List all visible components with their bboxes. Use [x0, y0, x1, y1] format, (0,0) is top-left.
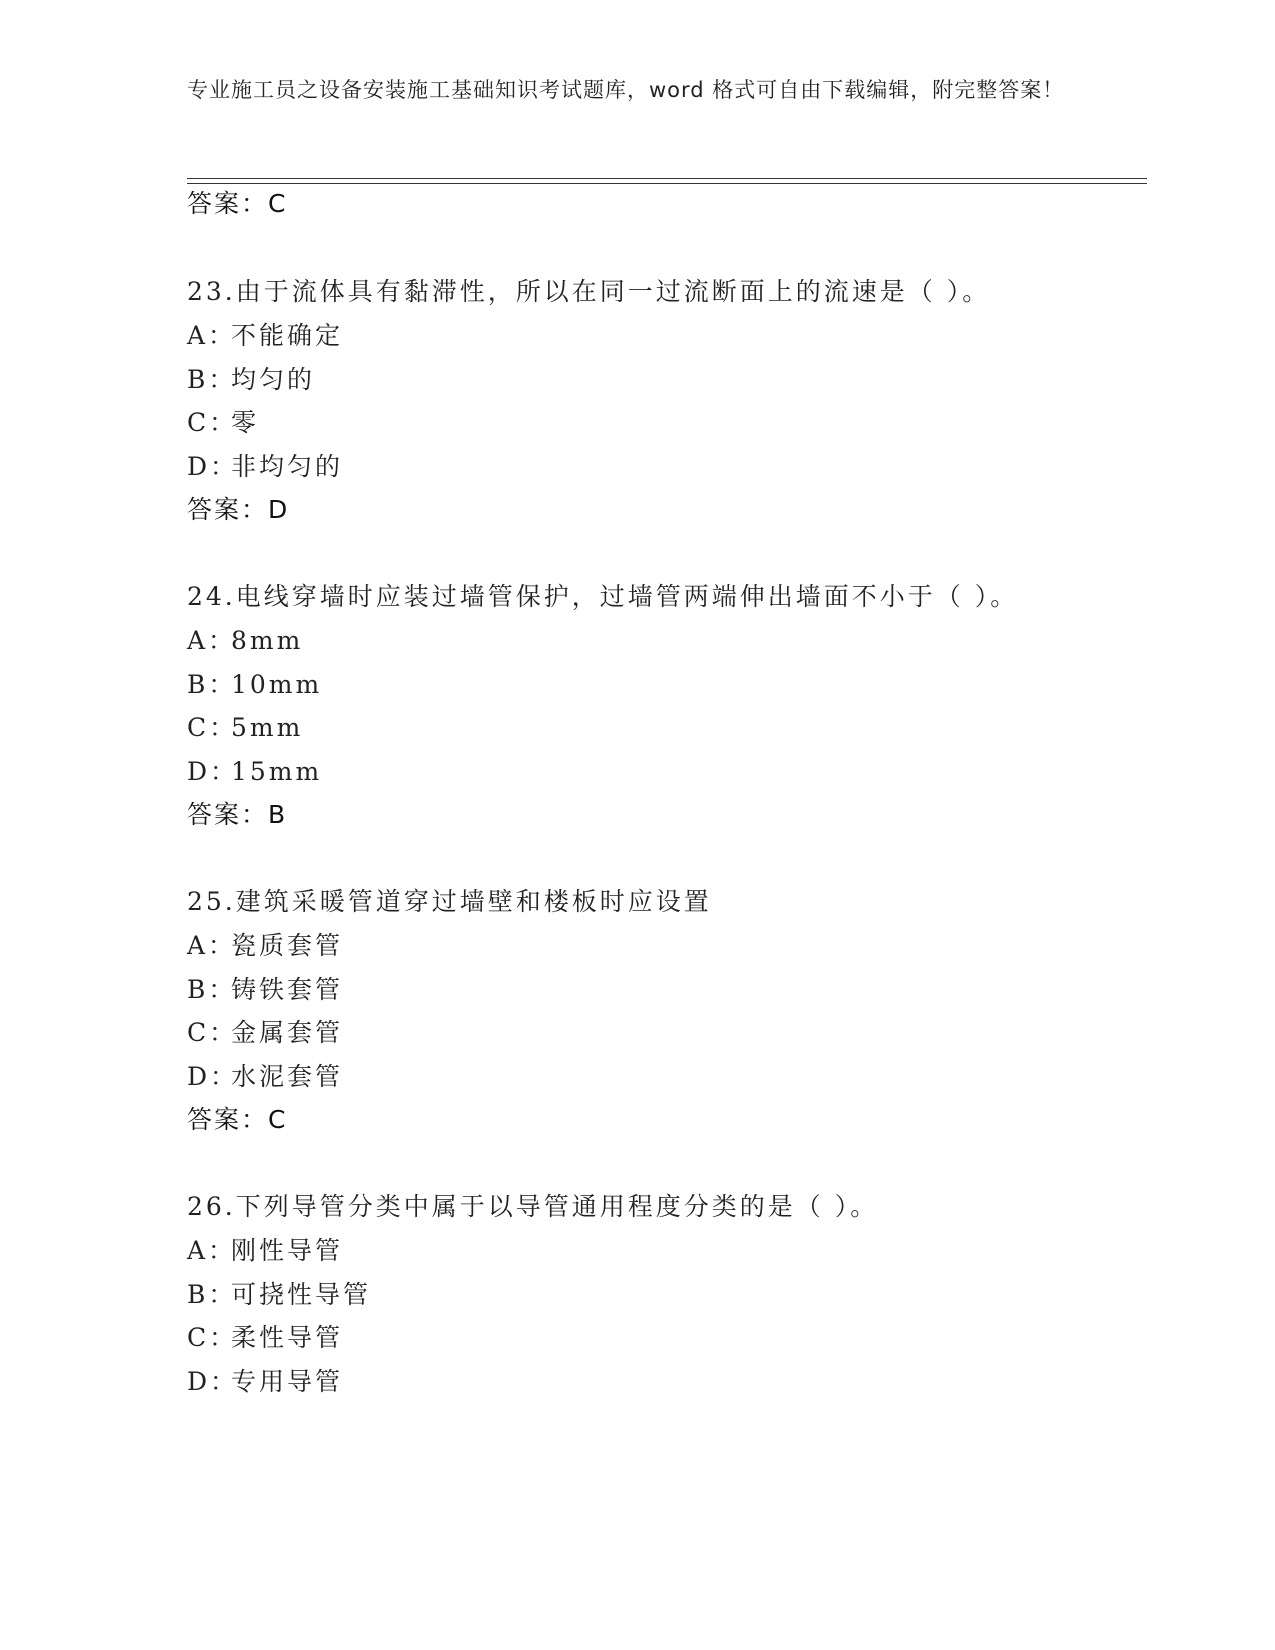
option-line: [187, 1231, 343, 1267]
option-key: D：: [187, 757, 239, 786]
option-line: [187, 316, 343, 352]
option-line: [187, 665, 322, 701]
option-line: [187, 403, 259, 439]
answer-line: 答案：B: [187, 800, 288, 829]
question-stem: 23.由于流体具有黏滞性，所以在同一过流断面上的流速是（ ）。: [187, 277, 991, 306]
option-text: 均匀的: [231, 365, 316, 394]
option-text: 铸铁套管: [231, 975, 344, 1004]
option-line: [187, 360, 315, 396]
option-key: C：: [187, 1018, 238, 1047]
option-key: D：: [187, 1367, 239, 1396]
option-key: B：: [187, 975, 237, 1004]
option-text: 零: [231, 408, 260, 437]
option-key: D：: [187, 1062, 239, 1091]
header-divider: [187, 178, 1147, 184]
option-text: 水泥套管: [231, 1062, 344, 1091]
option-line: [187, 1362, 343, 1398]
answer-line: 答案：C: [187, 189, 288, 218]
option-key: C：: [187, 713, 238, 742]
option-line: [187, 926, 343, 962]
option-key: A：: [187, 931, 237, 960]
option-line: [187, 1057, 343, 1093]
option-text: 非均匀的: [231, 452, 344, 481]
option-text: 15mm: [231, 757, 323, 786]
option-text: 金属套管: [231, 1018, 344, 1047]
option-key: C：: [187, 1323, 238, 1352]
option-line: [187, 708, 303, 744]
option-key: C：: [187, 408, 238, 437]
option-line: [187, 1318, 343, 1354]
question-stem: 25.建筑采暖管道穿过墙壁和楼板时应设置: [187, 887, 712, 916]
option-text: 不能确定: [231, 321, 344, 350]
option-key: A：: [187, 321, 237, 350]
option-text: 10mm: [231, 670, 323, 699]
answer-line: 答案：D: [187, 495, 290, 524]
document-header: 专业施工员之设备安装施工基础知识考试题库，word 格式可自由下载编辑，附完整答案！: [187, 78, 1065, 102]
option-line: [187, 621, 303, 657]
option-text: 柔性导管: [231, 1323, 344, 1352]
option-key: B：: [187, 670, 237, 699]
question-stem: 26.下列导管分类中属于以导管通用程度分类的是（ ）。: [187, 1192, 879, 1221]
option-line: [187, 1013, 343, 1049]
option-line: [187, 752, 322, 788]
option-key: B：: [187, 1280, 237, 1309]
answer-line: 答案：C: [187, 1105, 288, 1134]
option-key: B：: [187, 365, 237, 394]
option-key: A：: [187, 626, 237, 655]
option-text: 8mm: [231, 626, 304, 655]
question-stem: 24.电线穿墙时应装过墙管保护，过墙管两端伸出墙面不小于（ ）。: [187, 582, 1019, 611]
option-text: 刚性导管: [231, 1236, 344, 1265]
option-text: 5mm: [231, 713, 304, 742]
option-key: D：: [187, 452, 239, 481]
option-key: A：: [187, 1236, 237, 1265]
option-text: 可挠性导管: [231, 1280, 372, 1309]
option-line: [187, 970, 343, 1006]
option-line: [187, 1275, 371, 1311]
option-text: 瓷质套管: [231, 931, 344, 960]
option-line: [187, 447, 343, 483]
document-page: [187, 0, 1147, 1650]
option-text: 专用导管: [231, 1367, 344, 1396]
